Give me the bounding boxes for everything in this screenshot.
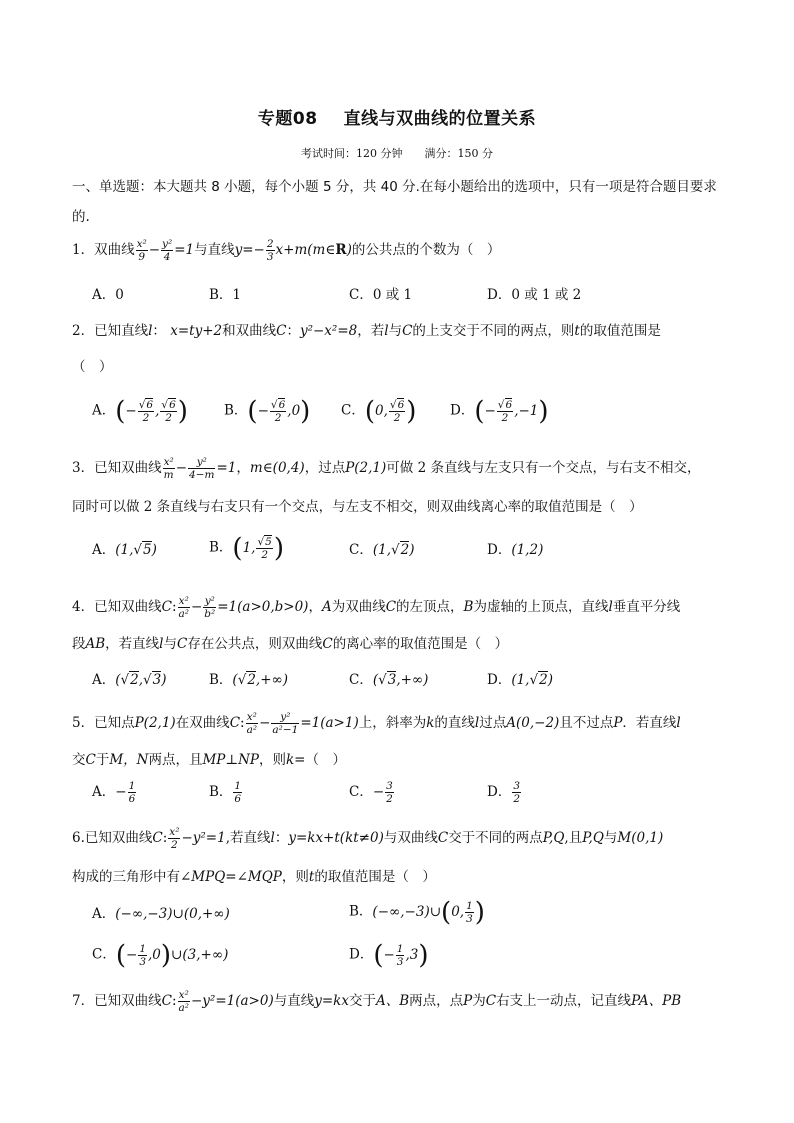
question-5-stem: 5．已知点P(2,1)在双曲线C: $\frac{\text{x²}}{\text{a²}}$ − $\frac{\text{y²}}{\text{a²−1}}$ =1(a>1)上，斜率为k的直线l过点A(0,−2)且不过点P．若直线l bbox=[72, 711, 681, 736]
question-3-stem: 3．已知双曲线 $\frac{\text{x²}}{m}$ − $\frac{\text{y²}}{4-m}$ =1，m∈(0,4)，过点P(2,1)可做 2 条直线与左支只有一个交点，与右支不相交， bbox=[72, 456, 701, 481]
section-heading-cont: 的. bbox=[72, 209, 90, 225]
question-2-stem: 2．已知直线l： x=ty+2和双曲线C：y²−x²=8，若l与C的上支交于不同的两点，则t的取值范围是 bbox=[72, 323, 661, 339]
q4-option-c: C．(√3,+∞) bbox=[349, 672, 429, 688]
q6-option-a: A．(−∞,−3)∪(0,+∞) bbox=[92, 906, 230, 922]
topic-number: 专题08 bbox=[257, 109, 318, 129]
q4-option-d: D．(1,√2) bbox=[487, 672, 553, 688]
question-6-stem-cont: 构成的三角形中有∠MPQ=∠MQP，则t的取值范围是（ ） bbox=[72, 869, 436, 885]
q6-option-b: B．(−∞,−3)∪(0, $\frac{1}{3}$ ) bbox=[349, 897, 485, 927]
q4-option-a: A．(√2,√3) bbox=[92, 672, 167, 688]
page-title bbox=[0, 104, 794, 129]
q1-option-b: B．1 bbox=[209, 287, 242, 303]
q2-option-a: A．(− $\frac{√6}{2}$ , $\frac{√6}{2}$ ) bbox=[92, 396, 188, 426]
q5-option-a: A．− $\frac{1}{6}$ bbox=[92, 780, 136, 805]
q3-option-d: D．(1,2) bbox=[487, 542, 544, 558]
q1-option-d: D．0 或 1 或 2 bbox=[487, 287, 582, 303]
question-7-stem: 7．已知双曲线C: $\frac{\text{x²}}{\text{a²}}$ −y²=1(a>0)与直线y=kx交于A、B两点，点P为C右支上一动点，记直线PA、PB bbox=[72, 989, 682, 1014]
q2-option-d: D．(− $\frac{√6}{2}$ ,−1) bbox=[450, 396, 549, 426]
q5-option-b: B． $\frac{1}{6}$ bbox=[209, 780, 242, 805]
q1-option-a: A．0 bbox=[92, 287, 124, 303]
question-4-stem: 4．已知双曲线C: $\frac{\text{x²}}{\text{a²}}$ − $\frac{\text{y²}}{\text{b²}}$ =1(a>0,b>0)，A为双曲线C的左顶点，B为虚轴的上顶点，直线l垂直平分线 bbox=[72, 595, 681, 620]
section-heading: 一、单选题：本大题共 8 小题，每个小题 5 分，共 40 分.在每小题给出的选项中，只有一项是符合题目要求 bbox=[72, 179, 717, 195]
q3-option-c: C．(1,√2) bbox=[349, 542, 415, 558]
q3-option-a: A．(1,√5) bbox=[92, 542, 157, 558]
exam-time: 考试时间：120 分钟 bbox=[301, 147, 403, 160]
q5-option-d: D． $\frac{3}{2}$ bbox=[487, 780, 521, 805]
q6-option-d: D．(− $\frac{1}{3}$ ,3) bbox=[349, 940, 429, 970]
exam-info bbox=[0, 145, 794, 161]
q1-option-c: C．0 或 1 bbox=[349, 287, 413, 303]
q5-option-c: C．− $\frac{3}{2}$ bbox=[349, 780, 393, 805]
full-score: 满分：150 分 bbox=[424, 147, 493, 160]
q6-option-c: C．(− $\frac{1}{3}$ ,0)∪(3,+∞) bbox=[92, 940, 229, 970]
question-5-stem-cont: 交C于M，N两点，且MP⊥NP，则k=（ ） bbox=[72, 752, 346, 768]
q4-option-b: B．(√2,+∞) bbox=[209, 672, 289, 688]
question-2-stem-cont: （ ） bbox=[72, 359, 113, 375]
question-1-stem: 1．双曲线 $\frac{\text{x²}}{9}$ − $\frac{\text{y²}}{4}$ =1与直线y=− $\frac{2}{3}$ x+m(m∈R)的公共点的个数为（ ） bbox=[72, 238, 501, 263]
q3-option-b: B．(1, $\frac{√5}{2}$ ) bbox=[209, 533, 285, 563]
question-4-stem-cont: 段AB，若直线l与C存在公共点，则双曲线C的离心率的取值范围是（ ） bbox=[72, 636, 509, 652]
question-3-stem-cont: 同时可以做 2 条直线与右支只有一个交点，与左支不相交，则双曲线离心率的取值范围是（ ） bbox=[72, 499, 643, 515]
topic-title: 直线与双曲线的位置关系 bbox=[343, 109, 537, 129]
q2-option-c: C．(0, $\frac{√6}{2}$ ) bbox=[341, 396, 417, 426]
q2-option-b: B．(− $\frac{√6}{2}$ ,0) bbox=[224, 396, 311, 426]
question-6-stem: 6.已知双曲线C: $\frac{\text{x²}}{2}$ −y²=1,若直线l：y=kx+t(kt≠0)与双曲线C交于不同的两点P,Q,且P,Q与M(0,1) bbox=[72, 826, 664, 851]
